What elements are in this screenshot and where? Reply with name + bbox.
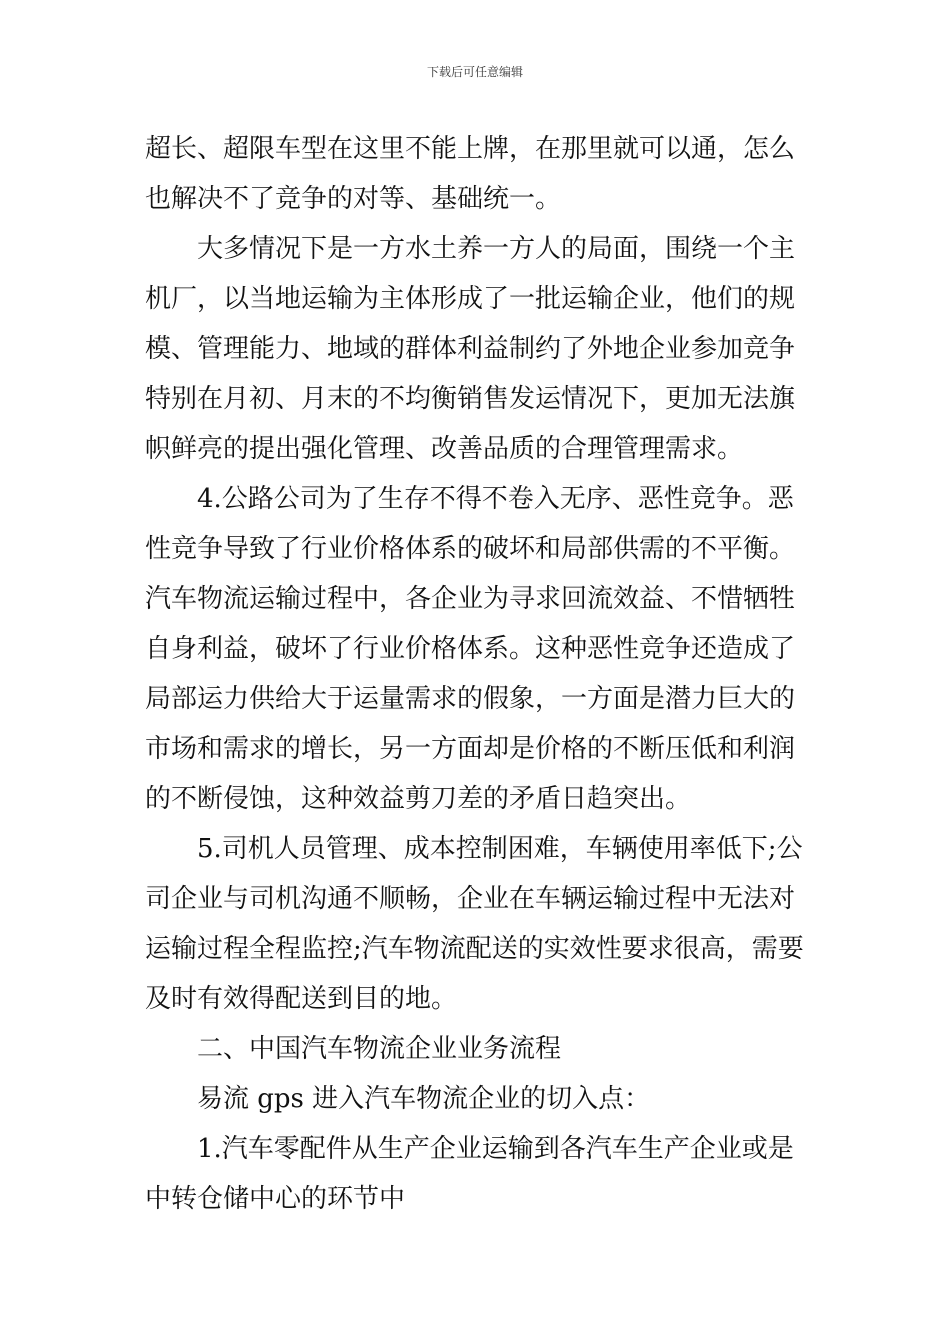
text-line: 汽车物流运输过程中，各企业为寻求回流效益、不惜牺牲: [145, 584, 796, 614]
text-line: 帜鲜亮的提出强化管理、改善品质的合理管理需求。: [145, 434, 744, 464]
text-line: 的不断侵蚀，这种效益剪刀差的矛盾日趋突出。: [145, 784, 692, 814]
text-line: 机厂，以当地运输为主体形成了一批运输企业，他们的规: [145, 284, 796, 314]
text-line: 超长、超限车型在这里不能上牌，在那里就可以通，怎么: [145, 134, 796, 164]
text-line: 也解决不了竞争的对等、基础统一。: [145, 184, 562, 214]
page-header: 下载后可任意编辑: [426, 65, 523, 79]
paragraph-start-line: 4.公路公司为了生存不得不卷入无序、恶性竞争。恶: [197, 484, 794, 514]
text-line: 市场和需求的增长，另一方面却是价格的不断压低和利润: [145, 734, 796, 764]
text-line: 及时有效得配送到目的地。: [145, 984, 458, 1014]
paragraph-start-line: 5.司机人员管理、成本控制困难，车辆使用率低下;公: [197, 834, 803, 864]
text-line: 特别在月初、月末的不均衡销售发运情况下，更加无法旗: [145, 384, 796, 414]
text-line: 自身利益，破坏了行业价格体系。这种恶性竞争还造成了: [145, 634, 796, 664]
section-heading: 二、中国汽车物流企业业务流程: [197, 1034, 562, 1064]
text-line: 模、管理能力、地域的群体利益制约了外地企业参加竞争: [145, 334, 796, 364]
document-body: [145, 124, 805, 1224]
text-line: 中转仓储中心的环节中: [145, 1184, 406, 1214]
text-line: 司企业与司机沟通不顺畅，企业在车辆运输过程中无法对: [145, 884, 796, 914]
paragraph-start-line: 易流 gps 进入汽车物流企业的切入点：: [197, 1084, 651, 1114]
paragraph-start-line: 大多情况下是一方水土养一方人的局面，围绕一个主: [197, 234, 796, 264]
paragraph-start-line: 1.汽车零配件从生产企业运输到各汽车生产企业或是: [197, 1134, 794, 1164]
text-line: 局部运力供给大于运量需求的假象，一方面是潜力巨大的: [145, 684, 796, 714]
text-line: 运输过程全程监控;汽车物流配送的实效性要求很高，需要: [145, 934, 804, 964]
text-line: 性竞争导致了行业价格体系的破坏和局部供需的不平衡。: [145, 534, 796, 564]
